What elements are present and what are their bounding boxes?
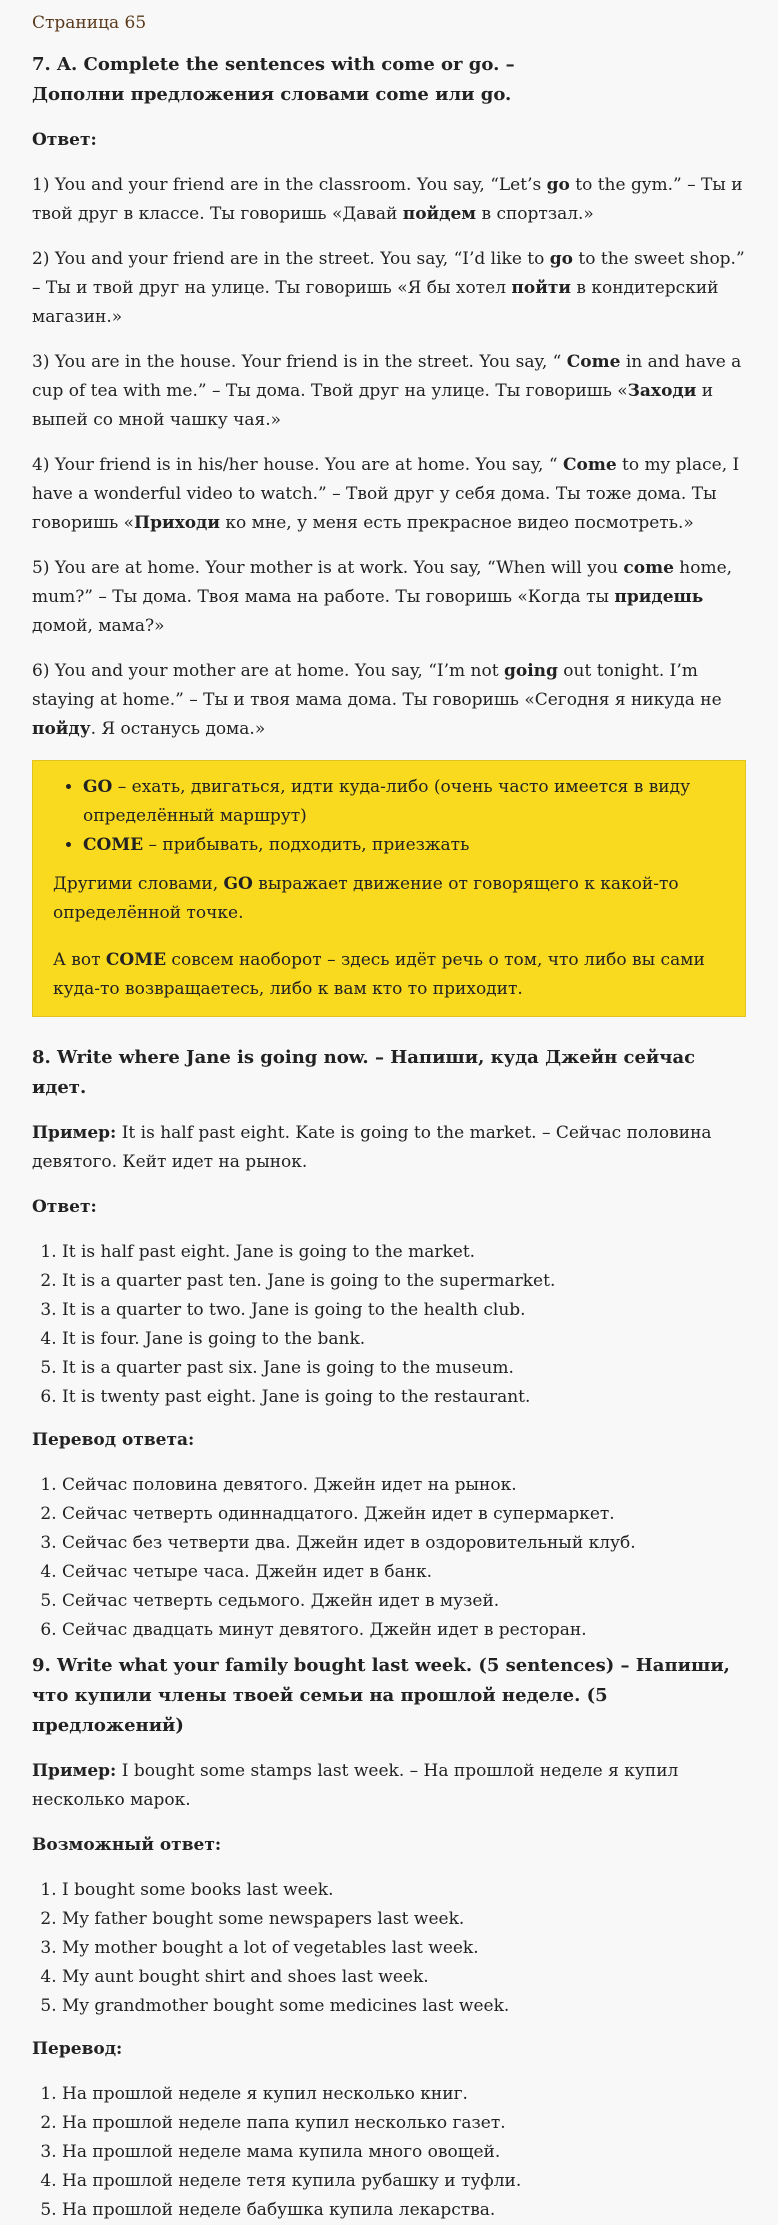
list-item: 5. My grandmother bought some medicines last week. bbox=[62, 1992, 746, 2021]
exercise-8-title: 8. Write where Jane is going now. – Напиши, куда Джейн сейчас идет. bbox=[32, 1047, 696, 1098]
exercise-7-answer-3: 3) You are in the house. Your friend is in the street. You say, “ Come in and have a cup of tea with me.” – Ты дома. Твой друг на улице. Ты говоришь «Заходи и выпей со мной чашку чая.» bbox=[32, 352, 742, 430]
exercise-7-title: 7. A. Complete the sentences with come or go. – Дополни предложения словами come или go. bbox=[32, 54, 515, 105]
exercise-9-answer-label: Возможный ответ: bbox=[32, 1835, 222, 1855]
list-item: 4. На прошлой неделе тетя купила рубашку и туфли. bbox=[62, 2167, 746, 2196]
exercise-7-answer-2: 2) You and your friend are in the street. You say, “I’d like to go to the sweet shop.” – Ты и твой друг на улице. Ты говоришь «Я бы хотел пойти в кондитерский магазин.» bbox=[32, 249, 745, 327]
exercise-9-translations bbox=[32, 2080, 746, 2225]
exercise-7-answer-5: 5) You are at home. Your mother is at work. You say, “When will you come home, mum?” – Ты дома. Твоя мама на работе. Ты говоришь «Когда ты придешь домой, мама?» bbox=[32, 558, 733, 636]
grammar-note-come: • COME – прибывать, подходить, приезжать bbox=[83, 831, 725, 860]
page-label: Страница 65 bbox=[32, 13, 147, 33]
list-item: 2. It is a quarter past ten. Jane is going to the supermarket. bbox=[62, 1267, 746, 1296]
list-item: 1. Сейчас половина девятого. Джейн идет на рынок. bbox=[62, 1471, 746, 1500]
list-item: 4. Сейчас четыре часа. Джейн идет в банк. bbox=[62, 1558, 746, 1587]
exercise-9-title: 9. Write what your family bought last week. (5 sentences) – Напиши, что купили члены твоей семьи на прошлой неделе. (5 предложений) bbox=[32, 1655, 730, 1736]
exercise-9-translation-label: Перевод: bbox=[32, 2039, 123, 2059]
list-item: 4. My aunt bought shirt and shoes last week. bbox=[62, 1963, 746, 1992]
list-item: 2. Сейчас четверть одиннадцатого. Джейн идет в супермаркет. bbox=[62, 1500, 746, 1529]
exercise-7-answer-label: Ответ: bbox=[32, 130, 97, 150]
list-item: 3. На прошлой неделе мама купила много овощей. bbox=[62, 2138, 746, 2167]
list-item: 1. It is half past eight. Jane is going to the market. bbox=[62, 1238, 746, 1267]
list-item: 3. Сейчас без четверти два. Джейн идет в оздоровительный клуб. bbox=[62, 1529, 746, 1558]
list-item: 3. It is a quarter to two. Jane is going to the health club. bbox=[62, 1296, 746, 1325]
exercise-9-answers bbox=[32, 1876, 746, 2021]
exercise-7-answer-6: 6) You and your mother are at home. You say, “I’m not going out tonight. I’m staying at home.” – Ты и твоя мама дома. Ты говоришь «Сегодня я никуда не пойду. Я останусь дома.» bbox=[32, 661, 722, 739]
exercise-8-answer-label: Ответ: bbox=[32, 1197, 97, 1217]
list-item: 6. Сейчас двадцать минут девятого. Джейн идет в ресторан. bbox=[62, 1616, 746, 1645]
grammar-note-list bbox=[53, 773, 725, 860]
list-item: 6. It is twenty past eight. Jane is going to the restaurant. bbox=[62, 1383, 746, 1412]
list-item: 5. Сейчас четверть седьмого. Джейн идет в музей. bbox=[62, 1587, 746, 1616]
exercise-7-answers bbox=[32, 171, 746, 744]
list-item: 5. It is a quarter past six. Jane is going to the museum. bbox=[62, 1354, 746, 1383]
exercise-8-answers bbox=[32, 1238, 746, 1412]
list-item: 2. My father bought some newspapers last week. bbox=[62, 1905, 746, 1934]
grammar-note-paragraph-2: А вот COME совсем наоборот – здесь идёт речь о том, что либо вы сами куда-то возвращаетесь, либо к вам кто то приходит. bbox=[53, 950, 705, 999]
exercise-7-answer-4: 4) Your friend is in his/her house. You are at home. You say, “ Come to my place, I have a wonderful video to watch.” – Твой друг у себя дома. Ты тоже дома. Ты говоришь «Приходи ко мне, у меня есть прекрасное видео посмотреть.» bbox=[32, 455, 740, 533]
list-item: 5. На прошлой неделе бабушка купила лекарства. bbox=[62, 2196, 746, 2225]
list-item: 4. It is four. Jane is going to the bank. bbox=[62, 1325, 746, 1354]
grammar-note-go: • GO – ехать, двигаться, идти куда-либо (очень часто имеется в виду определённый маршрут) bbox=[83, 773, 725, 831]
list-item: 3. My mother bought a lot of vegetables last week. bbox=[62, 1934, 746, 1963]
exercise-9-example: Пример: I bought some stamps last week. – На прошлой неделе я купил несколько марок. bbox=[32, 1761, 679, 1810]
list-item: 1. На прошлой неделе я купил несколько книг. bbox=[62, 2080, 746, 2109]
grammar-note-box bbox=[32, 760, 746, 1017]
list-item: 1. I bought some books last week. bbox=[62, 1876, 746, 1905]
exercise-8-example: Пример: It is half past eight. Kate is going to the market. – Сейчас половина девятого. Кейт идет на рынок. bbox=[32, 1123, 712, 1172]
list-item: 2. На прошлой неделе папа купил несколько газет. bbox=[62, 2109, 746, 2138]
exercise-7-answer-1: 1) You and your friend are in the classroom. You say, “Let’s go to the gym.” – Ты и твой друг в классе. Ты говоришь «Давай пойдем в спортзал.» bbox=[32, 175, 743, 224]
exercise-8-translations bbox=[32, 1471, 746, 1645]
grammar-note-paragraph-1: Другими словами, GO выражает движение от говорящего к какой-то определённой точке. bbox=[53, 874, 679, 923]
exercise-8-translation-label: Перевод ответа: bbox=[32, 1430, 195, 1450]
